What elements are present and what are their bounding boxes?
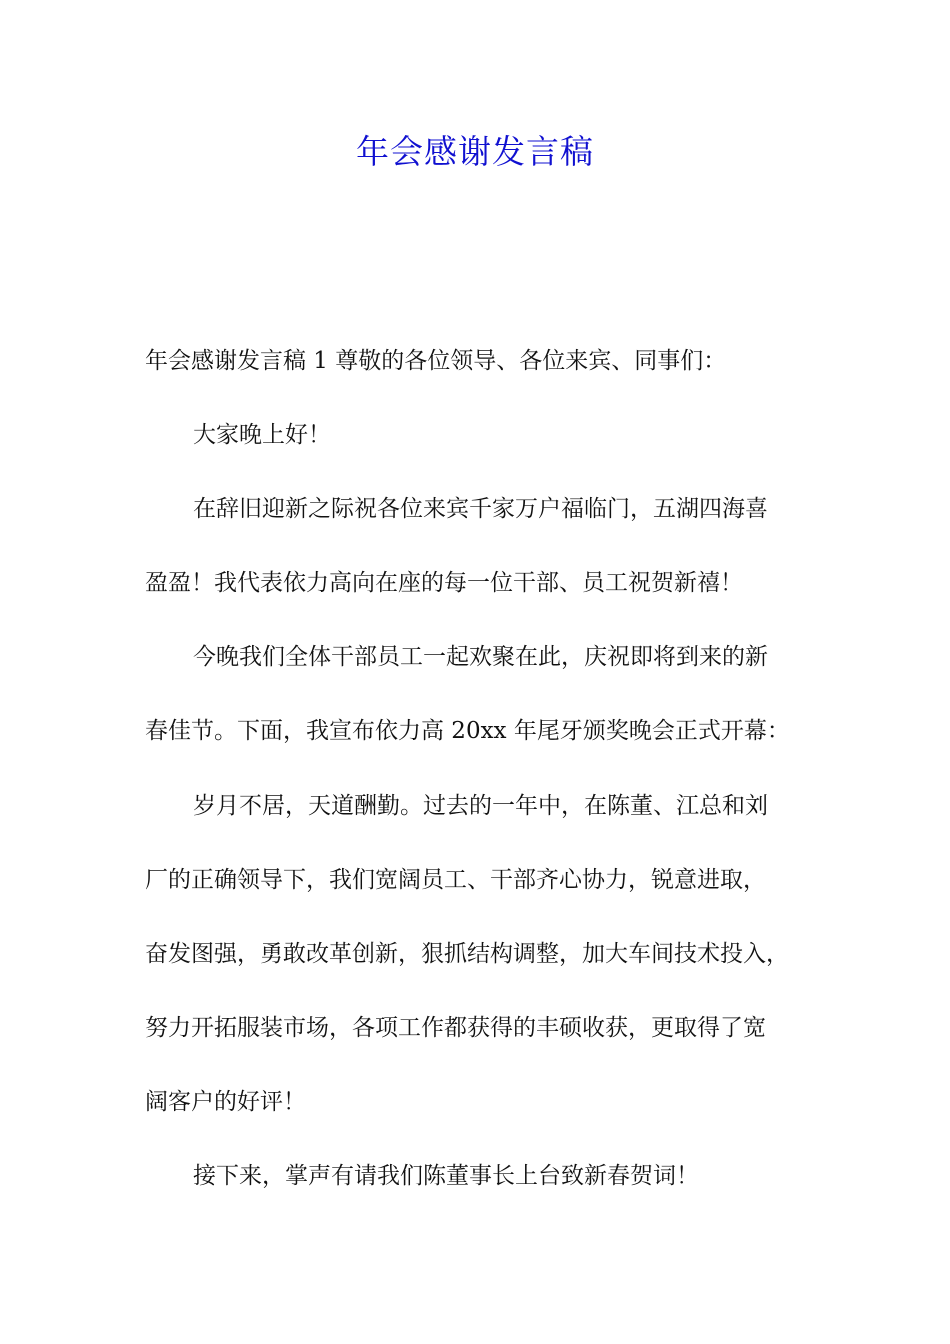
document-title: 年会感谢发言稿	[356, 132, 594, 171]
paragraph-line: 接下来，掌声有请我们陈董事长上台致新春贺词！	[193, 1163, 699, 1189]
paragraph-line: 盈盈！我代表依力高向在座的每一位干部、员工祝贺新禧！	[145, 570, 743, 596]
paragraph-line: 努力开拓服装市场，各项工作都获得的丰硕收获，更取得了宽	[145, 1015, 766, 1041]
paragraph-line: 春佳节。下面，我宣布依力高 20xx 年尾牙颁奖晚会正式开幕：	[145, 718, 790, 744]
paragraph-line: 年会感谢发言稿 1 尊敬的各位领导、各位来宾、同事们：	[145, 348, 727, 374]
paragraph-line: 奋发图强，勇敢改革创新，狠抓结构调整，加大车间技术投入，	[145, 941, 789, 967]
paragraph-line: 大家晚上好！	[193, 422, 331, 448]
paragraph-line: 岁月不居，天道酬勤。过去的一年中，在陈董、江总和刘	[193, 793, 768, 819]
paragraph-line: 在辞旧迎新之际祝各位来宾千家万户福临门，五湖四海喜	[193, 496, 768, 522]
paragraph-line: 今晚我们全体干部员工一起欢聚在此，庆祝即将到来的新	[193, 644, 768, 670]
paragraph-line: 阔客户的好评！	[145, 1089, 306, 1115]
paragraph-line: 厂的正确领导下，我们宽阔员工、干部齐心协力，锐意进取，	[145, 867, 766, 893]
